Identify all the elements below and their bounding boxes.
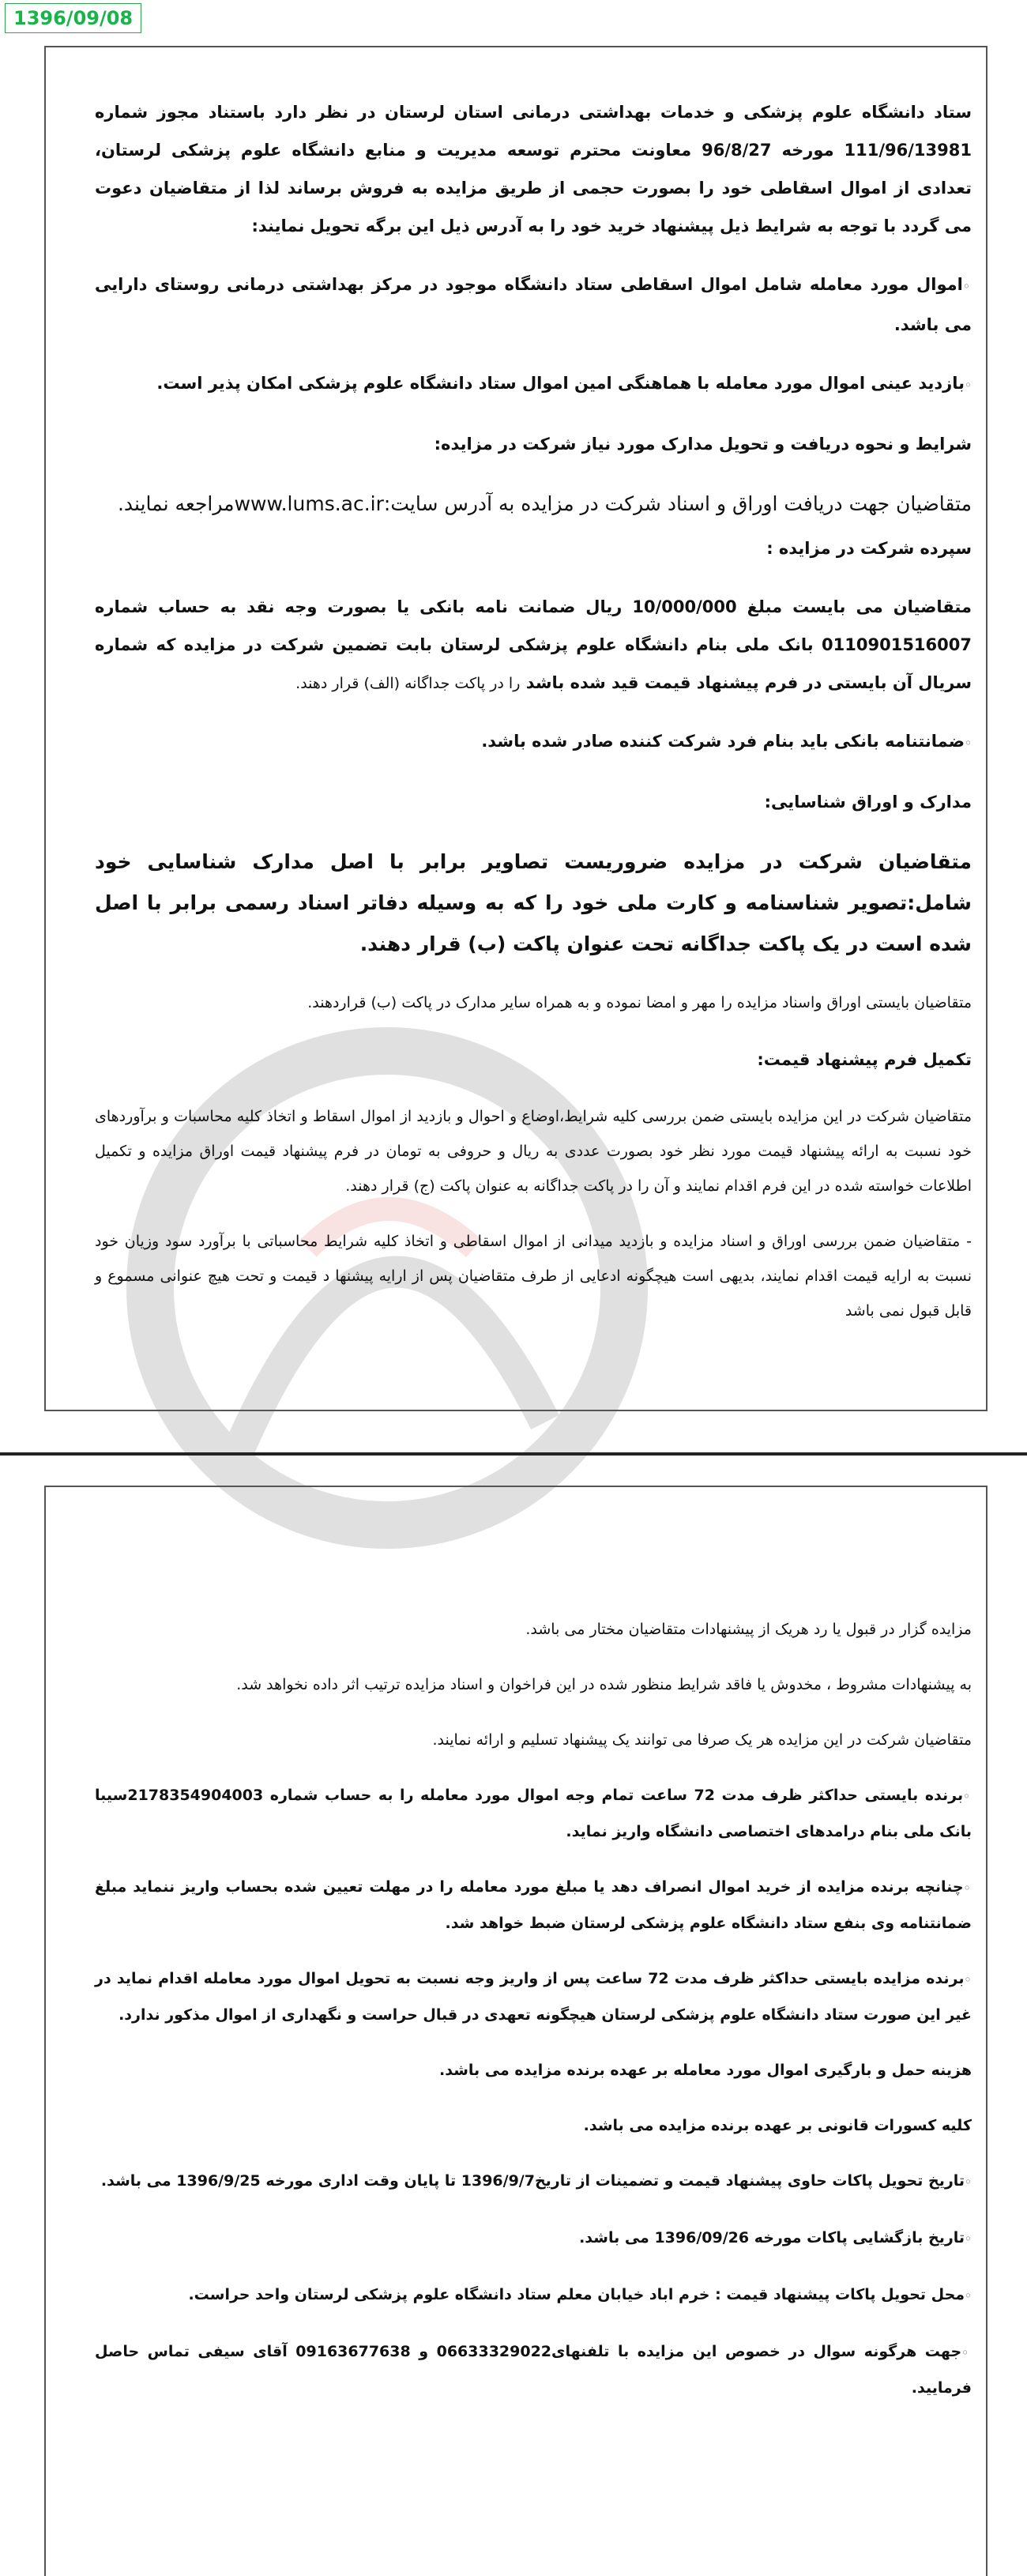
delivery-date-text: تاریخ تحویل پاکات حاوی پیشنهاد قیمت و تضمینات از تاریخ1396/9/7 تا پایان وقت اداری مورخه 1396/9/25 می باشد.: [100, 2172, 965, 2190]
list-item: [95, 2334, 972, 2405]
line-2: به پیشنهادات مشروط ، مخدوش یا فاقد شرایط منظور شده در این فراخوان و اسناد مزایده ترتیب اثر داده نخواهد شد.: [236, 1676, 972, 1693]
conditions-heading: شرایط و نحوه دریافت و تحویل مدارک مورد نیاز شرکت در مزایده:: [434, 435, 972, 454]
withdraw-text: چنانچه برنده مزایده از خرید اموال انصراف دهد یا مبلغ مورد معامله را در مهلت تعیین شده بحساب واریز ننماید مبلغ ضمانتنامه وی بنفع ستاد دانشگاه علوم پزشکی لرستان ضبط خواهد شد.: [95, 1878, 972, 1932]
deductions-text: کلیه کسورات قانونی بر عهده برنده مزایده می باشد.: [583, 2117, 972, 2134]
list-item: [95, 1778, 972, 1849]
deposit-tail: را در پاکت جداگانه (الف) قرار دهند.: [295, 675, 521, 692]
guarantee-note: ضمانتنامه بانکی باید بنام فرد شرکت کننده صادر شده باشد.: [481, 732, 965, 751]
date-badge: 1396/09/08: [5, 3, 141, 33]
bullet-icon: ◦: [962, 281, 972, 293]
list-item: [95, 722, 972, 763]
list-item: [95, 2164, 972, 2200]
page-divider: [0, 1452, 1027, 1456]
list-item: [95, 364, 972, 405]
bullet-icon: ◦: [964, 1974, 972, 1987]
bullet-icon: ◦: [965, 2290, 972, 2303]
transport-text: هزینه حمل و بارگیری اموال مورد معامله بر عهده برنده مزایده می باشد.: [439, 2062, 972, 2079]
bullet-icon: ◦: [965, 379, 972, 392]
list-item: [95, 1870, 972, 1941]
line-1: مزایده گزار در قبول یا رد هریک از پیشنهادات متقاضیان مختار می باشد.: [525, 1621, 972, 1638]
id-paragraph: متقاضیان شرکت در مزایده ضروریست تصاویر برابر با اصل مدارک شناسایی خود شامل:تصویر شناسنامه و کارت ملی خود را که به وسیله دفاتر اسناد رسمی برابر با اصل شده است در یک پاکت جداگانه تحت عنوان پاکت (ب) قرار دهند.: [95, 850, 972, 955]
page2-content: [95, 1612, 972, 2426]
deposit-heading: سپرده شرکت در مزایده :: [766, 539, 972, 558]
id-note: متقاضیان بایستی اوراق واسناد مزایده را مهر و امضا نموده و به همراه سایر مدارک در پاکت (ب) قراردهند.: [307, 994, 972, 1011]
form-note: - متقاضیان ضمن بررسی اوراق و اسناد مزایده و بازدید میدانی از اموال اسقاطی و اتخاذ کلیه شرایط محاسباتی با برآورد سود وزیان خود نسبت به ارایه قیمت اقدام نمایند، بدیهی است هیچگونه ادعایی از طرف متقاضیان پس از ارایه پیشنها د قیمت و تحت هیچ عنوانی مسموع و قابل قبول نمی باشد: [95, 1233, 972, 1320]
page1-content: [95, 93, 972, 1349]
list-item: [95, 2220, 972, 2257]
bullet-icon: ◦: [961, 2347, 972, 2359]
website-paragraph: متقاضیان جهت دریافت اوراق و اسناد شرکت در مزایده به آدرس سایت:www.lums.ac.irمراجعه نمایند.: [117, 492, 972, 515]
list-item: [95, 1961, 972, 2032]
line-3: متقاضیان شرکت در این مزایده هر یک صرفا می توانند یک پیشنهاد تسلیم و ارائه نمایند.: [432, 1731, 972, 1749]
deposit-text: متقاضیان می بایست مبلغ 10/000/000 ریال ضمانت نامه بانکی یا بصورت وجه نقد به حساب شماره 0110901516007 بانک ملی بنام دانشگاه علوم پزشکی لرستان بابت تضمین شرکت در مزایده که شماره سریال آن بایستی در فرم پیشنهاد قیمت قید شده باشد: [95, 597, 972, 692]
bullet-icon: ◦: [963, 1882, 972, 1895]
intro-paragraph: ستاد دانشگاه علوم پزشکی و خدمات بهداشتی درمانی استان لرستان در نظر دارد باستناد مجوز شماره 111/96/13981 مورخه 96/8/27 معاونت محترم توسعه مدیریت و منابع دانشگاه علوم پزشکی لرستان، تعدادی از اموال اسقاطی خود را بصورت حجمی از طریق مزایده به فروش برساند لذا از متقاضیان دعوت می گردد با توجه به شرایط ذیل پیشنهاد خرید خود را به آدرس ذیل این برگه تحویل نمایند:: [95, 103, 972, 235]
list-item: [95, 266, 972, 344]
form-paragraph: متقاضیان شرکت در این مزایده بایستی ضمن بررسی کلیه شرایط،اوضاع و احوال و بازدید از اموال اسقاط و اتخاذ کلیه محاسبات و برآوردهای خود نسبت به ارائه پیشنهاد قیمت مورد نظر خود بصورت عددی به ریال و حروفی به تومان در فرم پیشنهاد قیمت اوراق مزایده و تکمیل اطلاعات خواسته شده در این فرم اقدام نمایند و آن را در پاکت جداگانه به عنوان پاکت (ج) قرار دهند.: [95, 1108, 972, 1195]
form-heading: تکمیل فرم پیشنهاد قیمت:: [757, 1050, 972, 1069]
bullet-icon: ◦: [963, 1791, 972, 1803]
bullet-icon: ◦: [965, 737, 972, 750]
list-item: [95, 2277, 972, 2314]
id-heading: مدارک و اوراق شناسایی:: [764, 793, 972, 812]
bullet-icon: ◦: [965, 2233, 972, 2246]
opening-date-text: تاریخ بازگشایی پاکات مورخه 1396/09/26 می باشد.: [579, 2229, 965, 2246]
location-text: محل تحویل پاکات پیشنهاد قیمت : خرم اباد خیابان معلم ستاد دانشگاه علوم پزشکی لرستان واحد حراست.: [188, 2286, 965, 2303]
contact-text: جهت هرگونه سوال در خصوص این مزایده با تلفنهای06633329022 و 09163677638 آقای سیفی تماس حاصل فرمایید.: [95, 2343, 972, 2397]
deposit-paragraph: [95, 588, 972, 702]
bullet-icon: ◦: [965, 2176, 972, 2189]
pickup-text: برنده مزایده بایستی حداکثر ظرف مدت 72 ساعت پس از واریز وجه نسبت به تحویل اموال مورد معامله اقدام نماید در غیر این صورت ستاد دانشگاه علوم پزشکی لرستان هیچگونه تعهدی در قبال حراست و نگهداری از اموال مذکور ندارد.: [95, 1970, 972, 2024]
item-text: اموال مورد معامله شامل اموال اسقاطی ستاد دانشگاه موجود در مرکز بهداشتی درمانی روستای دارایی می باشد.: [95, 275, 972, 334]
item-text: بازدید عینی اموال مورد معامله با هماهنگی امین اموال ستاد دانشگاه علوم پزشکی امکان پذیر است.: [156, 374, 965, 393]
payment-text: برنده بایستی حداکثر ظرف مدت 72 ساعت تمام وجه اموال مورد معامله را به حساب شماره 2178354904003سیبا بانک ملی بنام درامدهای اختصاصی دانشگاه واریز نماید.: [95, 1787, 972, 1840]
